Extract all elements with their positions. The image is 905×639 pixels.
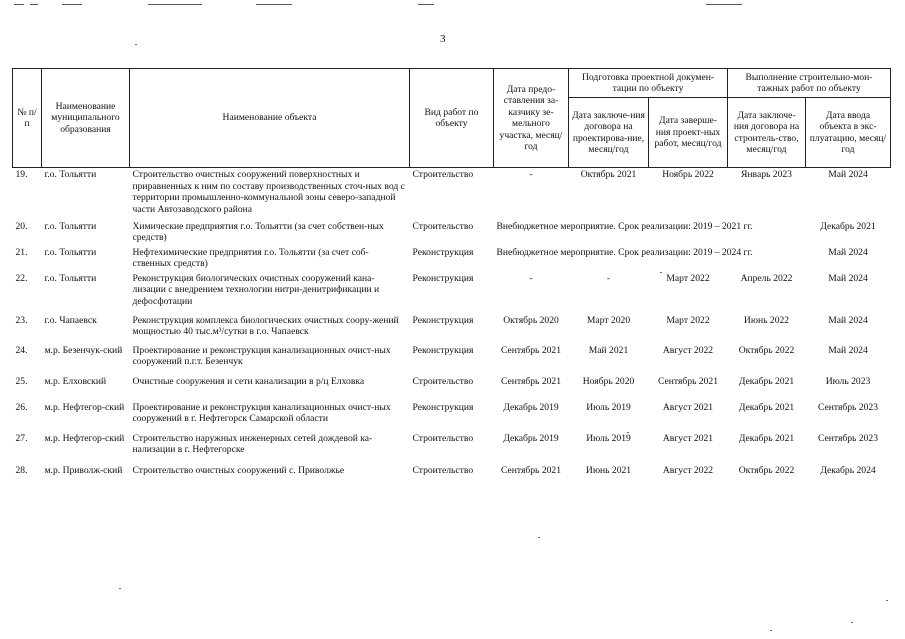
row-commission: Май 2024 xyxy=(828,169,868,180)
header-num: № п/п xyxy=(13,69,42,168)
row-object: Реконструкция комплекса биологических очистных соору-жений мощностью 40 тыс.м³/сутки в г.о. Чапаевск xyxy=(132,314,399,337)
table-row xyxy=(13,220,891,246)
row-design-contract: Март 2020 xyxy=(586,314,631,326)
row-design-contract: Ноябрь 2020 xyxy=(582,375,635,387)
row-num: 22. xyxy=(15,272,28,284)
row-municipality: м.р. Елховский xyxy=(44,375,107,387)
row-municipality: г.о. Тольятти xyxy=(44,169,97,180)
scan-speck xyxy=(851,622,853,623)
row-land-date: Сентябрь 2021 xyxy=(500,344,562,356)
row-work-type: Строительство xyxy=(412,432,474,444)
row-span-note: Внебюджетное мероприятие. Срок реализации: 2019 – 2021 гг. xyxy=(496,220,753,232)
header-municipality: Наименование муниципального образования xyxy=(42,69,130,168)
row-build-contract: Октябрь 2022 xyxy=(738,464,795,476)
row-design-contract: Май 2021 xyxy=(588,344,629,356)
table-row xyxy=(13,401,891,432)
row-work-type: Реконструкция xyxy=(412,314,474,326)
row-num: 28. xyxy=(15,464,28,476)
objects-table xyxy=(12,68,891,496)
header-commission: Дата ввода объекта в экс-плуатацию, месяц/год xyxy=(806,98,891,168)
row-land-date: - xyxy=(529,169,533,180)
row-num: 26. xyxy=(15,401,28,413)
row-object: Нефтехимические предприятия г.о. Тольятти (за счет соб-ственных средств) xyxy=(132,246,369,269)
row-work-type: Реконструкция xyxy=(412,246,474,258)
table-row xyxy=(13,314,891,344)
row-work-type: Реконструкция xyxy=(412,401,474,413)
scan-speck xyxy=(660,272,662,273)
table-row xyxy=(13,375,891,401)
row-span-note: Внебюджетное мероприятие. Срок реализации: 2019 – 2024 гг. xyxy=(496,246,753,258)
row-work-type: Реконструкция xyxy=(412,272,474,284)
header-build-contract: Дата заключе-ния договора на строитель-ство, месяц/год xyxy=(728,98,806,168)
row-build-contract: Декабрь 2021 xyxy=(738,401,795,413)
row-municipality: м.р. Нефтегор-ский xyxy=(44,401,125,413)
row-work-type: Реконструкция xyxy=(412,344,474,356)
scan-speck xyxy=(119,588,121,589)
row-land-date: Сентябрь 2021 xyxy=(500,464,562,476)
row-object: Проектирование и реконструкция канализационных очист-ных сооружений п.г.т. Безенчук xyxy=(132,344,391,367)
header-land-date: Дата предо-ставления за-казчику зе-мельного участка, месяц/год xyxy=(494,69,569,168)
row-design-contract: Июль 2019 xyxy=(586,432,631,444)
row-design-contract: - xyxy=(606,272,611,284)
row-num: 25. xyxy=(15,375,28,387)
row-design-complete: Март 2022 xyxy=(666,314,710,326)
row-design-complete: Март 2022 xyxy=(666,272,710,284)
row-design-contract: Июнь 2021 xyxy=(585,464,632,476)
row-work-type: Строительство xyxy=(412,169,474,180)
table-row xyxy=(13,168,891,220)
row-num: 27. xyxy=(15,432,28,444)
header-design-group: Подготовка проектной докумен-тации по объекту xyxy=(569,69,728,98)
row-object: Химические предприятия г.о. Тольятти (за счет собствен-ных средств) xyxy=(132,220,384,243)
row-municipality: г.о. Тольятти xyxy=(44,246,97,258)
row-design-complete: Август 2022 xyxy=(662,464,714,476)
table-row xyxy=(13,272,891,314)
row-commission: Сентябрь 2023 xyxy=(817,401,879,413)
row-municipality: г.о. Тольятти xyxy=(44,272,97,284)
row-object: Очистные сооружения и сети канализации в р/ц Елховка xyxy=(132,375,365,387)
row-object: Проектирование и реконструкция канализационных очист-ных сооружений в г. Нефтегорск Самарской области xyxy=(132,401,391,424)
scan-speck xyxy=(770,630,772,631)
row-work-type: Строительство xyxy=(412,464,474,476)
row-commission: Май 2024 xyxy=(828,246,868,258)
row-land-date: Декабрь 2019 xyxy=(503,432,559,444)
row-land-date: Декабрь 2019 xyxy=(503,401,559,413)
row-num: 23. xyxy=(15,314,28,326)
table-row xyxy=(13,344,891,375)
row-object: Строительство очистных сооружений поверхностных и приравненных к ним по составу производственных сточ-ных вод с территории промышленно-коммунальной зоны северо-западной части Автозаводского района xyxy=(132,169,405,215)
row-municipality: г.о. Тольятти xyxy=(44,220,97,232)
row-design-contract: Октябрь 2021 xyxy=(580,169,637,180)
row-build-contract: Октябрь 2022 xyxy=(738,344,795,356)
row-commission: Июль 2023 xyxy=(825,375,871,387)
header-design-contract: Дата заключе-ния договора на проектирова-ние, месяц/год xyxy=(569,98,649,168)
row-land-date: Октябрь 2020 xyxy=(503,314,559,326)
row-design-complete: Ноябрь 2022 xyxy=(662,169,714,180)
row-num: 21. xyxy=(15,246,28,258)
row-commission: Декабрь 2021 xyxy=(820,220,876,232)
table-row xyxy=(13,246,891,272)
row-commission: Май 2024 xyxy=(828,344,868,356)
row-design-complete: Сентябрь 2021 xyxy=(657,375,719,387)
row-municipality: м.р. Безенчук-ский xyxy=(44,344,123,356)
row-object: Строительство наружных инженерных сетей дождевой ка-нализации в г. Нефтегорске xyxy=(132,432,373,455)
row-build-contract: Январь 2023 xyxy=(741,169,792,180)
row-num: 24. xyxy=(15,344,28,356)
row-build-contract: Июнь 2022 xyxy=(743,314,790,326)
page-number: 3 xyxy=(440,33,446,45)
scan-top-marks xyxy=(0,0,905,8)
scan-speck xyxy=(538,537,540,538)
table-row xyxy=(13,464,891,496)
row-land-date: - xyxy=(529,272,533,284)
row-municipality: м.р. Приволж-ский xyxy=(44,464,123,476)
row-work-type: Строительство xyxy=(412,375,474,387)
header-work-type: Вид работ по объекту xyxy=(410,69,494,168)
row-design-contract: Июль 2019 xyxy=(586,401,631,413)
header-design-complete: Дата заверше-ния проект-ных работ, месяц/год xyxy=(649,98,728,168)
row-municipality: м.р. Нефтегор-ский xyxy=(44,432,125,444)
row-commission: Сентябрь 2023 xyxy=(817,432,879,444)
row-commission: Май 2024 xyxy=(828,272,868,284)
row-num: 19. xyxy=(15,169,28,180)
row-design-complete: Август 2021 xyxy=(662,432,714,444)
table-row xyxy=(13,432,891,464)
scan-speck xyxy=(135,44,137,45)
row-municipality: г.о. Чапаевск xyxy=(44,314,97,326)
scan-speck xyxy=(627,432,629,433)
row-num: 20. xyxy=(15,220,28,232)
row-design-complete: Август 2022 xyxy=(662,344,714,356)
row-commission: Май 2024 xyxy=(828,314,868,326)
row-object: Строительство очистных сооружений с. Приволжье xyxy=(132,464,345,476)
row-build-contract: Апрель 2022 xyxy=(740,272,793,284)
row-commission: Декабрь 2024 xyxy=(820,464,876,476)
row-build-contract: Декабрь 2021 xyxy=(738,375,795,387)
row-build-contract: Декабрь 2021 xyxy=(738,432,795,444)
row-work-type: Строительство xyxy=(412,220,474,232)
row-design-complete: Август 2021 xyxy=(662,401,714,413)
row-object: Реконструкция биологических очистных сооружений кана-лизации с внедрением технологии нитри-денитрификации и дефосфотации xyxy=(132,272,380,307)
scan-speck xyxy=(886,600,888,601)
row-land-date: Сентябрь 2021 xyxy=(500,375,562,387)
header-build-group: Выполнение строительно-мон-тажных работ по объекту xyxy=(728,69,891,98)
header-object: Наименование объекта xyxy=(130,69,410,168)
